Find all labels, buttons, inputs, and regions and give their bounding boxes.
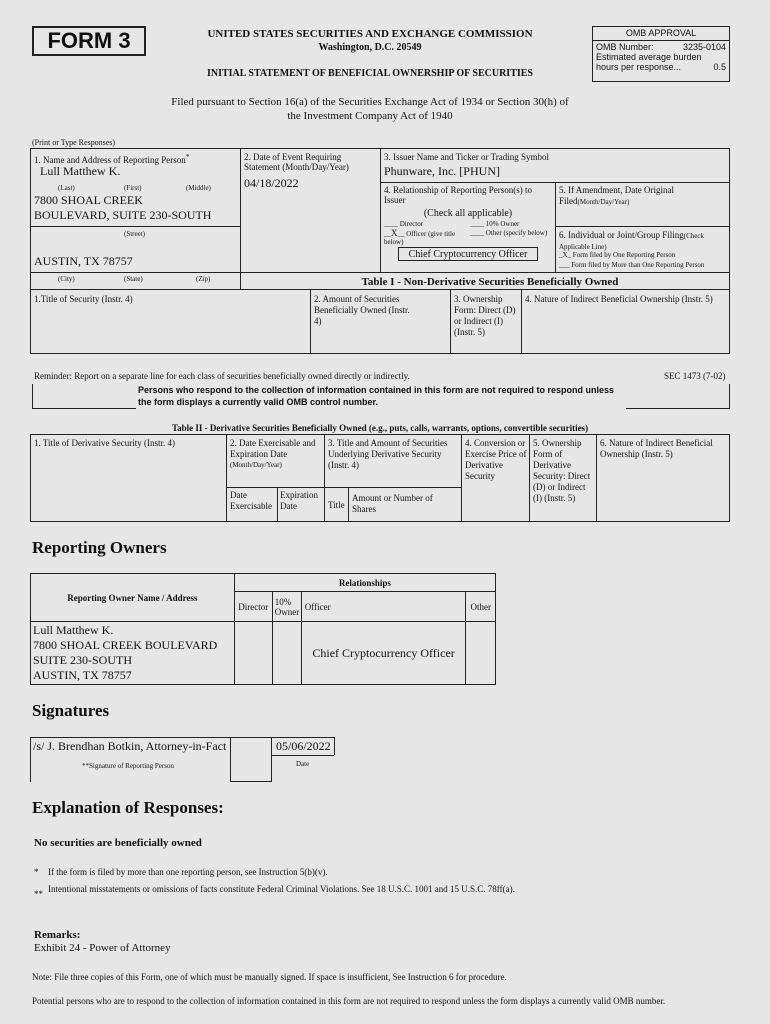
print-type-note: (Print or Type Responses) [32, 138, 116, 147]
signature-gap [230, 737, 272, 782]
potential-persons-note: Potential persons who are to respond to the collection of information contained in this form are not required to respond unless the form displays a currently valid OMB number. [32, 996, 666, 1006]
signature-label: **Signature of Reporting Person [82, 762, 174, 770]
filing-more-persons[interactable]: ___ Form filed by More than One Reporting Person [559, 261, 705, 269]
address-street-2: BOULEVARD, SUITE 230-SOUTH [34, 208, 212, 222]
reminder-text: Reminder: Report on a separate line for each class of securities beneficially owned directly or indirectly. [34, 371, 410, 381]
footnote-1: If the form is filed by more than one reporting person, see Instruction 5(b)(v). [48, 867, 328, 877]
table2-col2: 2. Date Exercisable and Expiration Date [230, 438, 316, 459]
table1-col4: 4. Nature of Indirect Beneficial Ownership (Instr. 5) [525, 294, 713, 304]
name-first-label: (First) [124, 184, 142, 192]
ten-pct-option: ____ 10% Owner [470, 220, 520, 228]
no-securities-note: No securities are beneficially owned [34, 837, 202, 849]
box6-check: (Check Applicable Line) [559, 232, 704, 251]
notice-left-box [32, 384, 136, 409]
remarks-label: Remarks: [34, 929, 81, 941]
address-city: AUSTIN, TX 78757 [34, 254, 133, 268]
footnote-1-mark: * [34, 867, 39, 877]
officer-title: Chief Cryptocurrency Officer [398, 247, 538, 261]
state-label: (State) [124, 275, 143, 283]
owner-other-cell [466, 622, 496, 685]
director-header: Director [234, 592, 272, 622]
omb-number-value: 3235-0104 [682, 42, 726, 52]
box2-label: 2. Date of Event Requiring Statement (Month/Day/Year) [244, 152, 349, 172]
footnote-2-mark: ** [34, 889, 43, 899]
notice-right-box [626, 384, 730, 409]
other-option[interactable]: ____ Other (specify below) [470, 229, 548, 237]
box6-label: 6. Individual or Joint/Group Filing(Check Applicable Line) [559, 230, 704, 251]
owner-director-cell [234, 622, 272, 685]
filing-one-person[interactable]: _X_ Form filed by One Reporting Person [559, 251, 676, 259]
reporting-owners-table [30, 573, 496, 685]
table2-title: Table II - Derivative Securities Beneficially Owned (e.g., puts, calls, warrants, options, convertible securities) [171, 423, 589, 433]
table2-col3-title: Title [328, 500, 345, 510]
table2-col6: 6. Nature of Indirect Beneficial Ownership (Instr. 5) [600, 438, 713, 459]
relationships-header: Relationships [234, 574, 495, 592]
signature-value: /s/ J. Brendhan Botkin, Attorney-in-Fact [33, 739, 227, 753]
table2-col1: 1. Title of Derivative Security (Instr. 4) [34, 438, 175, 448]
zip-label: (Zip) [196, 275, 211, 283]
owner-ten-pct-cell [272, 622, 301, 685]
box5-sub: (Month/Day/Year) [577, 198, 630, 206]
box3-label: 3. Issuer Name and Ticker or Trading Symbol [384, 152, 549, 162]
owner-name-header: Reporting Owner Name / Address [31, 574, 235, 622]
agency-location: Washington, D.C. 20549 [318, 42, 422, 53]
event-date: 04/18/2022 [244, 176, 299, 190]
director-option: ____ Director [384, 220, 424, 228]
table2-col5: 5. Ownership Form of Derivative Security: Direct (D) or Indirect (I) (Instr. 5) [533, 438, 591, 503]
omb-title: OMB APPROVAL [593, 27, 729, 41]
filed-pursuant-2: the Investment Company Act of 1940 [287, 110, 453, 122]
ten-pct-header: 10% Owner [272, 592, 301, 622]
reporting-owners-heading: Reporting Owners [32, 538, 167, 557]
name-last-label: (Last) [58, 184, 75, 192]
omb-burden-label: hours per response... [596, 62, 682, 72]
footnote-2: Intentional misstatements or omissions of facts constitute Federal Criminal Violations. See 18 U.S.C. 1001 and 15 U.S.C. 78ff(a). [48, 884, 515, 894]
name-middle-label: (Middle) [186, 184, 211, 192]
filed-pursuant: Filed pursuant to Section 16(a) of the Securities Exchange Act of 1934 or Section 30(h) of [171, 96, 569, 108]
omb-number-label: OMB Number: [596, 42, 654, 52]
city-label: (City) [58, 275, 75, 283]
table2-col2-expiration: Expiration Date [280, 490, 318, 511]
officer-header: Officer [301, 592, 466, 622]
omb-approval-box [592, 26, 730, 82]
table1-col3: 3. Ownership Form: Direct (D) or Indirect (I) (Instr. 5) [454, 294, 516, 337]
form-title: INITIAL STATEMENT OF BENEFICIAL OWNERSHIP OF SECURITIES [206, 68, 533, 79]
footnote-star: * [185, 152, 190, 161]
table2-col3: 3. Title and Amount of Securities Underlying Derivative Security (Instr. 4) [328, 438, 448, 470]
remarks-text: Exhibit 24 - Power of Attorney [34, 942, 171, 954]
persons-notice: Persons who respond to the collection of information contained in this form are not required to respond unless the form displays a currently valid OMB control number. [138, 385, 615, 407]
box4-label: 4. Relationship of Reporting Person(s) to Issuer [384, 185, 532, 205]
check-all-applicable: (Check all applicable) [423, 208, 513, 219]
table2-col3-amount: Amount or Number of Shares [352, 493, 433, 514]
agency-name: UNITED STATES SECURITIES AND EXCHANGE COMMISSION [207, 28, 533, 40]
table1-title: Table I - Non-Derivative Securities Beneficially Owned [361, 276, 619, 288]
signatures-heading: Signatures [32, 701, 110, 720]
omb-burden-value: 0.5 [713, 62, 726, 72]
owner-name-address: Lull Matthew K. 7800 SHOAL CREEK BOULEVARD SUITE 230-SOUTH AUSTIN, TX 78757 [31, 622, 235, 685]
note-file: Note: File three copies of this Form, one of which must be manually signed. If space is insufficient, See Instruction 6 for procedure. [32, 972, 507, 982]
explanation-heading: Explanation of Responses: [32, 798, 224, 817]
officer-option[interactable]: __X__ Officer (give title below) [384, 228, 456, 246]
officer-check: X [391, 228, 398, 238]
form-label: FORM 3 [32, 26, 146, 56]
issuer-name: Phunware, Inc. [PHUN] [384, 164, 500, 178]
table2-col4: 4. Conversion or Exercise Price of Derivative Security [465, 438, 527, 481]
other-header: Other [466, 592, 496, 622]
owner-officer-cell: Chief Cryptocurrency Officer [301, 622, 466, 685]
table2-col2-sub: (Month/Day/Year) [230, 461, 282, 469]
box1-label: 1. Name and Address of Reporting Person* [34, 152, 190, 165]
table1-col1: 1.Title of Security (Instr. 4) [34, 294, 133, 304]
table1-col2: 2. Amount of Securities Beneficially Owned (Instr. 4) [314, 294, 410, 326]
sec-code: SEC 1473 (7-02) [664, 371, 726, 381]
reporting-person-name: Lull Matthew K. [40, 164, 121, 178]
omb-burden-line: Estimated average burden [596, 52, 702, 62]
street-label: (Street) [124, 230, 145, 238]
address-street-1: 7800 SHOAL CREEK [34, 193, 143, 207]
table2-col2-date-exercisable: Date Exercisable [230, 490, 272, 511]
signature-date-label: Date [296, 760, 310, 768]
signature-date: 05/06/2022 [276, 739, 331, 753]
box5-label: 5. If Amendment, Date Original Filed(Month/Day/Year) [559, 185, 674, 206]
